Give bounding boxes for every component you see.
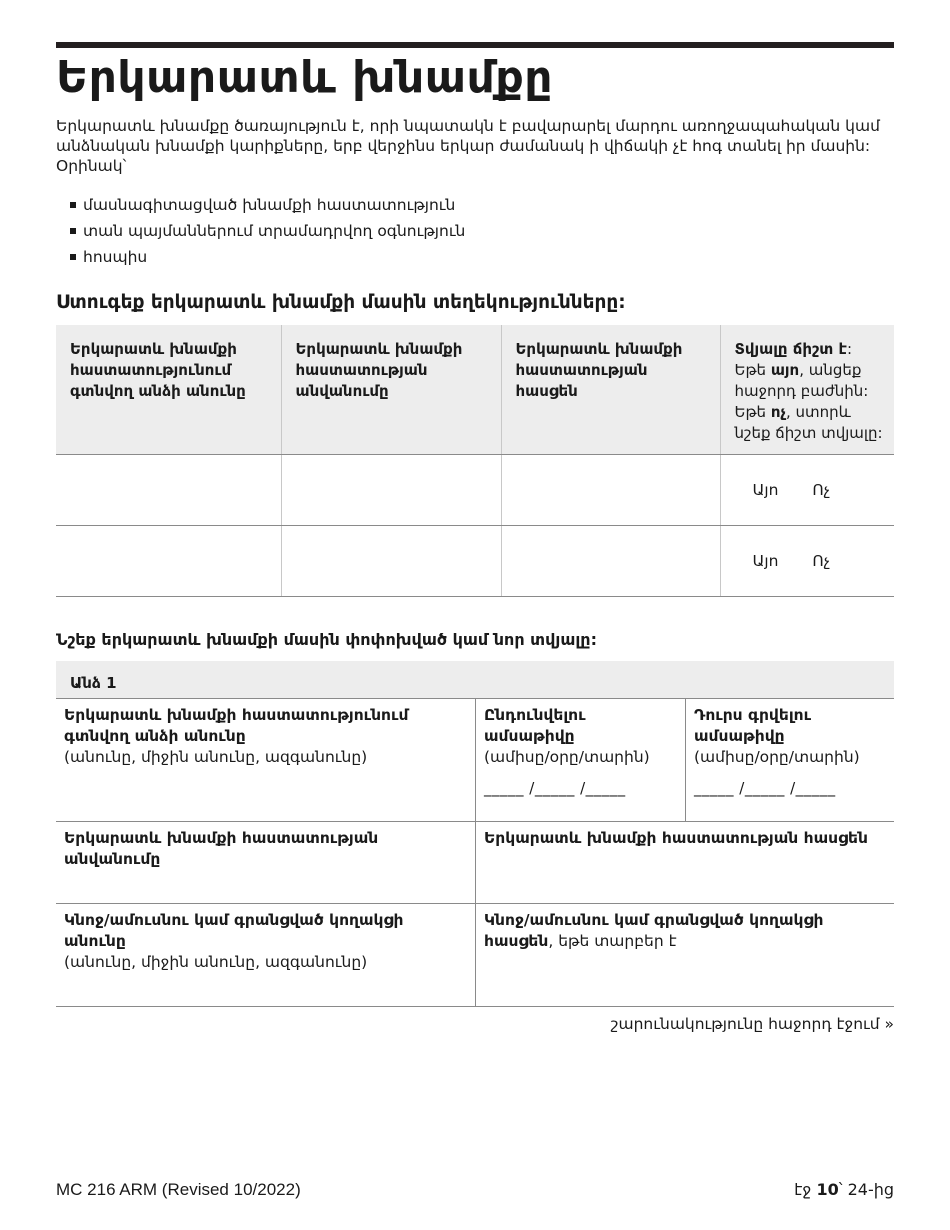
table-header-row	[56, 325, 894, 455]
list-item: հոսպիս	[70, 244, 465, 270]
yes-no-cell	[720, 526, 894, 597]
examples-list	[70, 192, 465, 270]
intro-text: Երկարատև խնամքը ծառայություն է, որի նպատակն է բավարարել մարդու առողջապահական կամ անձնական խնամքի կարիքները, երբ վերջինս երկար ժամանակ ի վիճակի չէ հոգ տանել իր մասին: Օրինակ՝	[56, 117, 880, 175]
col-header-person-name: Երկարատև խնամքի հաստատությունում գտնվող անձի անունը	[56, 325, 281, 455]
date-blank: _____ /_____ /_____	[484, 779, 626, 797]
person-1-band: Անձ 1	[56, 661, 894, 699]
table-row	[56, 526, 894, 597]
bullet-icon	[70, 254, 76, 260]
person-name-cell[interactable]	[56, 526, 281, 597]
bullet-icon	[70, 202, 76, 208]
yes-no-cell	[720, 455, 894, 526]
bullet-icon	[70, 228, 76, 234]
facility-address-cell[interactable]	[501, 455, 720, 526]
yes-option[interactable]: Այո	[752, 552, 779, 570]
verify-heading: Ստուգեք երկարատև խնամքի մասին տեղեկությունները:	[56, 292, 626, 313]
facility-address-cell[interactable]	[501, 526, 720, 597]
col-header-correct: Տվյալը ճիշտ է: Եթե այո, անցեք հաջորդ բաժնին: Եթե ոչ, ստորև նշեք ճիշտ տվյալը:	[720, 325, 894, 455]
facility-address-field[interactable]: Երկարատև խնամքի հաստատության հասցեն	[475, 822, 894, 903]
facility-name-cell[interactable]	[281, 455, 501, 526]
top-rule	[56, 42, 894, 48]
table-row	[56, 455, 894, 526]
admission-date-field[interactable]: Ընդունվելու ամսաթիվը (ամիսը/օրը/տարին) _____ /_____ /_____	[475, 699, 685, 821]
facility-name-cell[interactable]	[281, 526, 501, 597]
no-option[interactable]: Ոչ	[812, 481, 831, 499]
verify-table	[56, 325, 894, 597]
person-1-form	[56, 661, 894, 1007]
spouse-address-field[interactable]: Կնոջ/ամուսնու կամ գրանցված կողակցի հասցեն, եթե տարբեր է	[475, 904, 894, 1006]
page-number: էջ 10՝ 24-ից	[794, 1180, 894, 1199]
person-name-field[interactable]: Երկարատև խնամքի հաստատությունում գտնվող անձի անունը (անունը, միջին անունը, ազգանունը)	[64, 706, 409, 766]
facility-name-field[interactable]: Երկարատև խնամքի հաստատության անվանումը	[64, 829, 379, 868]
changes-heading: Նշեք երկարատև խնամքի մասին փոփոխված կամ նոր տվյալը:	[56, 630, 597, 649]
form-row	[56, 699, 894, 822]
list-item: մասնագիտացված խնամքի հաստատություն	[70, 192, 465, 218]
spouse-name-field[interactable]: Կնոջ/ամուսնու կամ գրանցված կողակցի անունը (անունը, միջին անունը, ազգանունը)	[64, 911, 404, 971]
continued-note: շարունակությունը հաջորդ էջում »	[610, 1015, 894, 1033]
date-blank: _____ /_____ /_____	[694, 779, 836, 797]
col-header-facility-name: Երկարատև խնամքի հաստատության անվանումը	[281, 325, 501, 455]
col-header-facility-address: Երկարատև խնամքի հաստատության հասցեն	[501, 325, 720, 455]
form-row	[56, 904, 894, 1007]
person-name-cell[interactable]	[56, 455, 281, 526]
list-item: տան պայմաններում տրամադրվող օգնություն	[70, 218, 465, 244]
form-row	[56, 822, 894, 904]
discharge-date-field[interactable]: Դուրս գրվելու ամսաթիվը (ամիսը/օրը/տարին) _____ /_____ /_____	[685, 699, 894, 821]
no-option[interactable]: Ոչ	[812, 552, 831, 570]
form-number: MC 216 ARM (Revised 10/2022)	[56, 1180, 301, 1199]
yes-option[interactable]: Այո	[752, 481, 779, 499]
page-title: Երկարատև խնամքը	[56, 52, 554, 103]
